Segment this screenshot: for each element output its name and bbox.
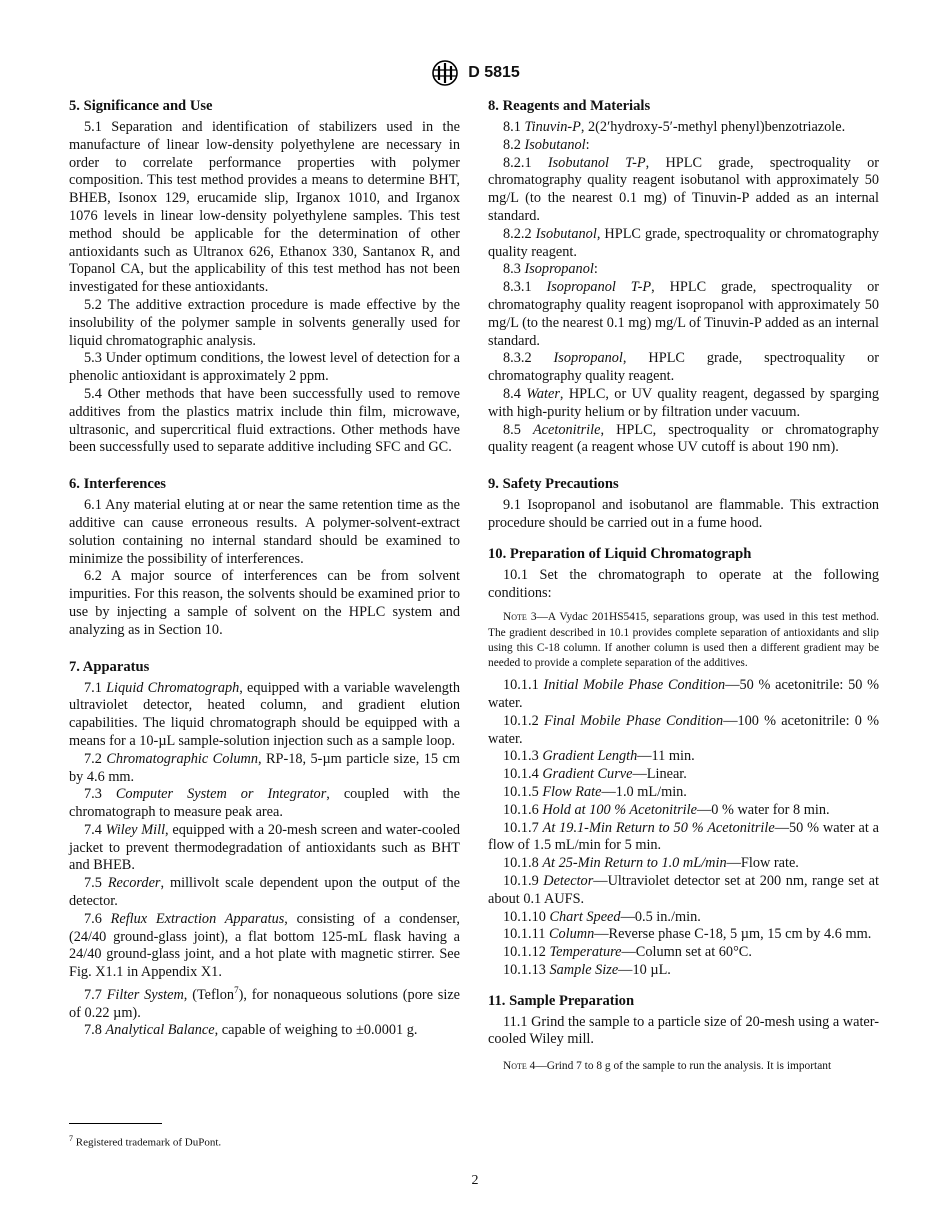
reagent-item: 8.2 Isobutanol: [503, 136, 590, 153]
paragraph: 5.3 Under optimum conditions, the lowest level of detection for a phenolic antioxidant is approximately 2 ppm. [69, 350, 460, 385]
paragraph: 10.1 Set the chromatograph to operate at the following conditions: [488, 566, 879, 601]
apparatus-item: 7.8 Analytical Balance, capable of weighing to ±0.0001 g. [84, 1022, 418, 1039]
left-column [69, 97, 460, 1058]
condition-item: 10.1.10 Chart Speed—0.5 in./min. [503, 908, 701, 925]
reagent-item: 8.5 Acetonitrile, HPLC, spectroquality or chromatography quality reagent (a reagent whose UV cutoff is about 190 nm). [488, 421, 879, 456]
paragraph: 5.4 Other methods that have been successfully used to remove additives from the plastics matrix include thin film, microwave, ultrasonic, and supercritical fluid extractions. Other methods have been successfully used to separate additive including SFC and GC. [69, 385, 460, 456]
apparatus-item: 7.4 Wiley Mill, equipped with a 20-mesh screen and water-cooled jacket to prevent thermodegradation of antioxidants such as BHT and BHEB. [69, 821, 461, 874]
paragraph: 6.1 Any material eluting at or near the same retention time as the additive can cause erroneous results. A polymer-solvent-extract solution containing no internal standard should be examined to minimize the possibility of interferences. [69, 497, 460, 567]
section-6 [69, 475, 460, 639]
condition-item: 10.1.4 Gradient Curve—Linear. [503, 766, 687, 783]
astm-logo-icon [430, 60, 460, 86]
condition-item: 10.1.9 Detector—Ultraviolet detector set at 200 nm, range set at about 0.1 AUFS. [488, 872, 879, 907]
section-9 [488, 475, 879, 533]
condition-item: 10.1.5 Flow Rate—1.0 mL/min. [503, 783, 687, 800]
section-title: 10. Preparation of Liquid Chromatograph [488, 545, 752, 562]
condition-item: 10.1.12 Temperature—Column set at 60°C. [503, 944, 752, 961]
reagent-item: 8.1 Tinuvin-P, 2(2′hydroxy-5′-methyl phenyl)benzotriazole. [503, 119, 846, 135]
section-title: 7. Apparatus [69, 658, 150, 675]
footnote: $^7$ Registered trademark of DuPont. [69, 1134, 222, 1149]
apparatus-item: 7.6 Reflux Extraction Apparatus, consisting of a condenser, (24/40 ground-glass joint), a flat bottom 125-mL flask having a 24/40 ground-glass joint, and a hot plate with magnetic stirrer. See Fig. X1.1 in Appendix X1. [69, 910, 460, 981]
paragraph: 5.2 The additive extraction procedure is made effective by the insolubility of the polymer sample in solvents generally used for liquid chromatographic analysis. [69, 296, 460, 349]
paragraph: 11.1 Grind the sample to a particle size of 20-mesh using a water-cooled Wiley mill. [488, 1013, 879, 1048]
section-11 [488, 992, 879, 1075]
apparatus-item: 7.7 Filter System, (Teflon$^7$), for nonaqueous solutions (pore size of 0.22 µm). [69, 985, 461, 1021]
section-title: 8. Reagents and Materials [488, 98, 651, 114]
reagent-item: 8.2.2 Isobutanol, HPLC grade, spectroquality or chromatography quality reagent. [488, 225, 880, 260]
apparatus-item: 7.1 Liquid Chromatograph, equipped with a variable wavelength ultraviolet detector, heated column, and gradient elution capabilities. The liquid chromatograph should be equipped with a means for a 10-µL sample-solution injection such as a sample loop. [69, 679, 460, 749]
page-header [0, 60, 950, 90]
right-column [488, 97, 879, 1080]
note-3: Note 3—A Vydac 201HS5415, separations group, was used in this test method. The gradient described in 10.1 provides complete separation of antioxidants and slip using this C-18 column. If another column is used then a different gradient may be needed to provide a complete separation of the additives. [488, 611, 879, 669]
note-4: Note 4—Grind 7 to 8 g of the sample to run the analysis. It is important [503, 1060, 832, 1073]
document-designation: D 5815 [468, 64, 520, 81]
paragraph: 6.2 A major source of interferences can be from solvent impurities. For this reason, the solvents should be examined prior to use by injecting a sample of solvent on the HPLC system and analyzing as in Section 10. [69, 568, 460, 638]
reagent-item: 8.3 Isopropanol: [503, 261, 598, 278]
reagent-item: 8.3.1 Isopropanol T-P, HPLC grade, spectroquality or chromatography quality reagent isopropanol with approximately 50 mg/L (to the nearest 0.1 mg) mg/L of Tinuvin-P added as an internal standard. [488, 279, 879, 349]
apparatus-item: 7.5 Recorder, millivolt scale dependent upon the output of the detector. [69, 875, 461, 910]
section-title: 5. Significance and Use [69, 98, 213, 114]
reagent-item: 8.4 Water, HPLC, or UV quality reagent, degassed by sparging with high-purity helium or by filtration under vacuum. [488, 385, 880, 420]
section-5 [69, 97, 460, 457]
footnote-ref: 7 [234, 985, 239, 996]
reagent-item: 8.2.1 Isobutanol T-P, HPLC grade, spectroquality or chromatography quality reagent isobutanol with approximately 50 mg/L (to the nearest 0.1 mg) of Tinuvin-P added as an internal standard. [488, 154, 879, 224]
apparatus-item: 7.2 Chromatographic Column, RP-18, 5-µm particle size, 15 cm by 4.6 mm. [69, 750, 460, 785]
apparatus-item: 7.3 Computer System or Integrator, coupled with the chromatograph to measure peak area. [69, 786, 460, 821]
section-7 [69, 658, 460, 1041]
condition-item: 10.1.7 At 19.1-Min Return to 50 % Acetonitrile—50 % water at a flow of 1.5 mL/min for 5 min. [488, 819, 879, 854]
reagent-item: 8.3.2 Isopropanol, HPLC grade, spectroquality or chromatography quality reagent. [488, 350, 879, 385]
section-title: 11. Sample Preparation [488, 992, 635, 1009]
section-10 [488, 545, 879, 980]
footnote-divider [69, 1123, 162, 1124]
condition-item: 10.1.3 Gradient Length—11 min. [503, 748, 695, 765]
condition-item: 10.1.8 At 25-Min Return to 1.0 mL/min—Flow rate. [503, 855, 799, 872]
section-title: 6. Interferences [69, 476, 166, 493]
section-title: 9. Safety Precautions [488, 476, 619, 493]
paragraph: 5.1 Separation and identification of stabilizers used in the manufacture of linear low-density polyethylene are necessary in order to correlate performance properties with polymer composition. This test method provides a means to determine BHT, BHEB, Isonox 129, erucamide slip, Irganox 1010, and Irganox 1076 levels in linear low-density polyethylene samples. This test method should be applicable for the determination of other antioxidants such as Ultranox 626, Ethanox 330, Santanox R, and Topanol CA, but the applicability of this test method has not been investigated for these antioxidants. [69, 119, 460, 296]
condition-item: 10.1.13 Sample Size—10 µL. [503, 961, 671, 978]
page-number: 2 [471, 1173, 479, 1188]
condition-item: 10.1.6 Hold at 100 % Acetonitrile—0 % water for 8 min. [503, 801, 830, 818]
condition-item: 10.1.2 Final Mobile Phase Condition—100 % acetonitrile: 0 % water. [488, 712, 880, 747]
condition-item: 10.1.11 Column—Reverse phase C-18, 5 µm, 15 cm by 4.6 mm. [503, 926, 872, 943]
paragraph: 9.1 Isopropanol and isobutanol are flammable. This extraction procedure should be carried out in a fume hood. [488, 497, 879, 531]
section-8 [488, 97, 879, 457]
condition-item: 10.1.1 Initial Mobile Phase Condition—50 % acetonitrile: 50 % water. [488, 677, 880, 711]
